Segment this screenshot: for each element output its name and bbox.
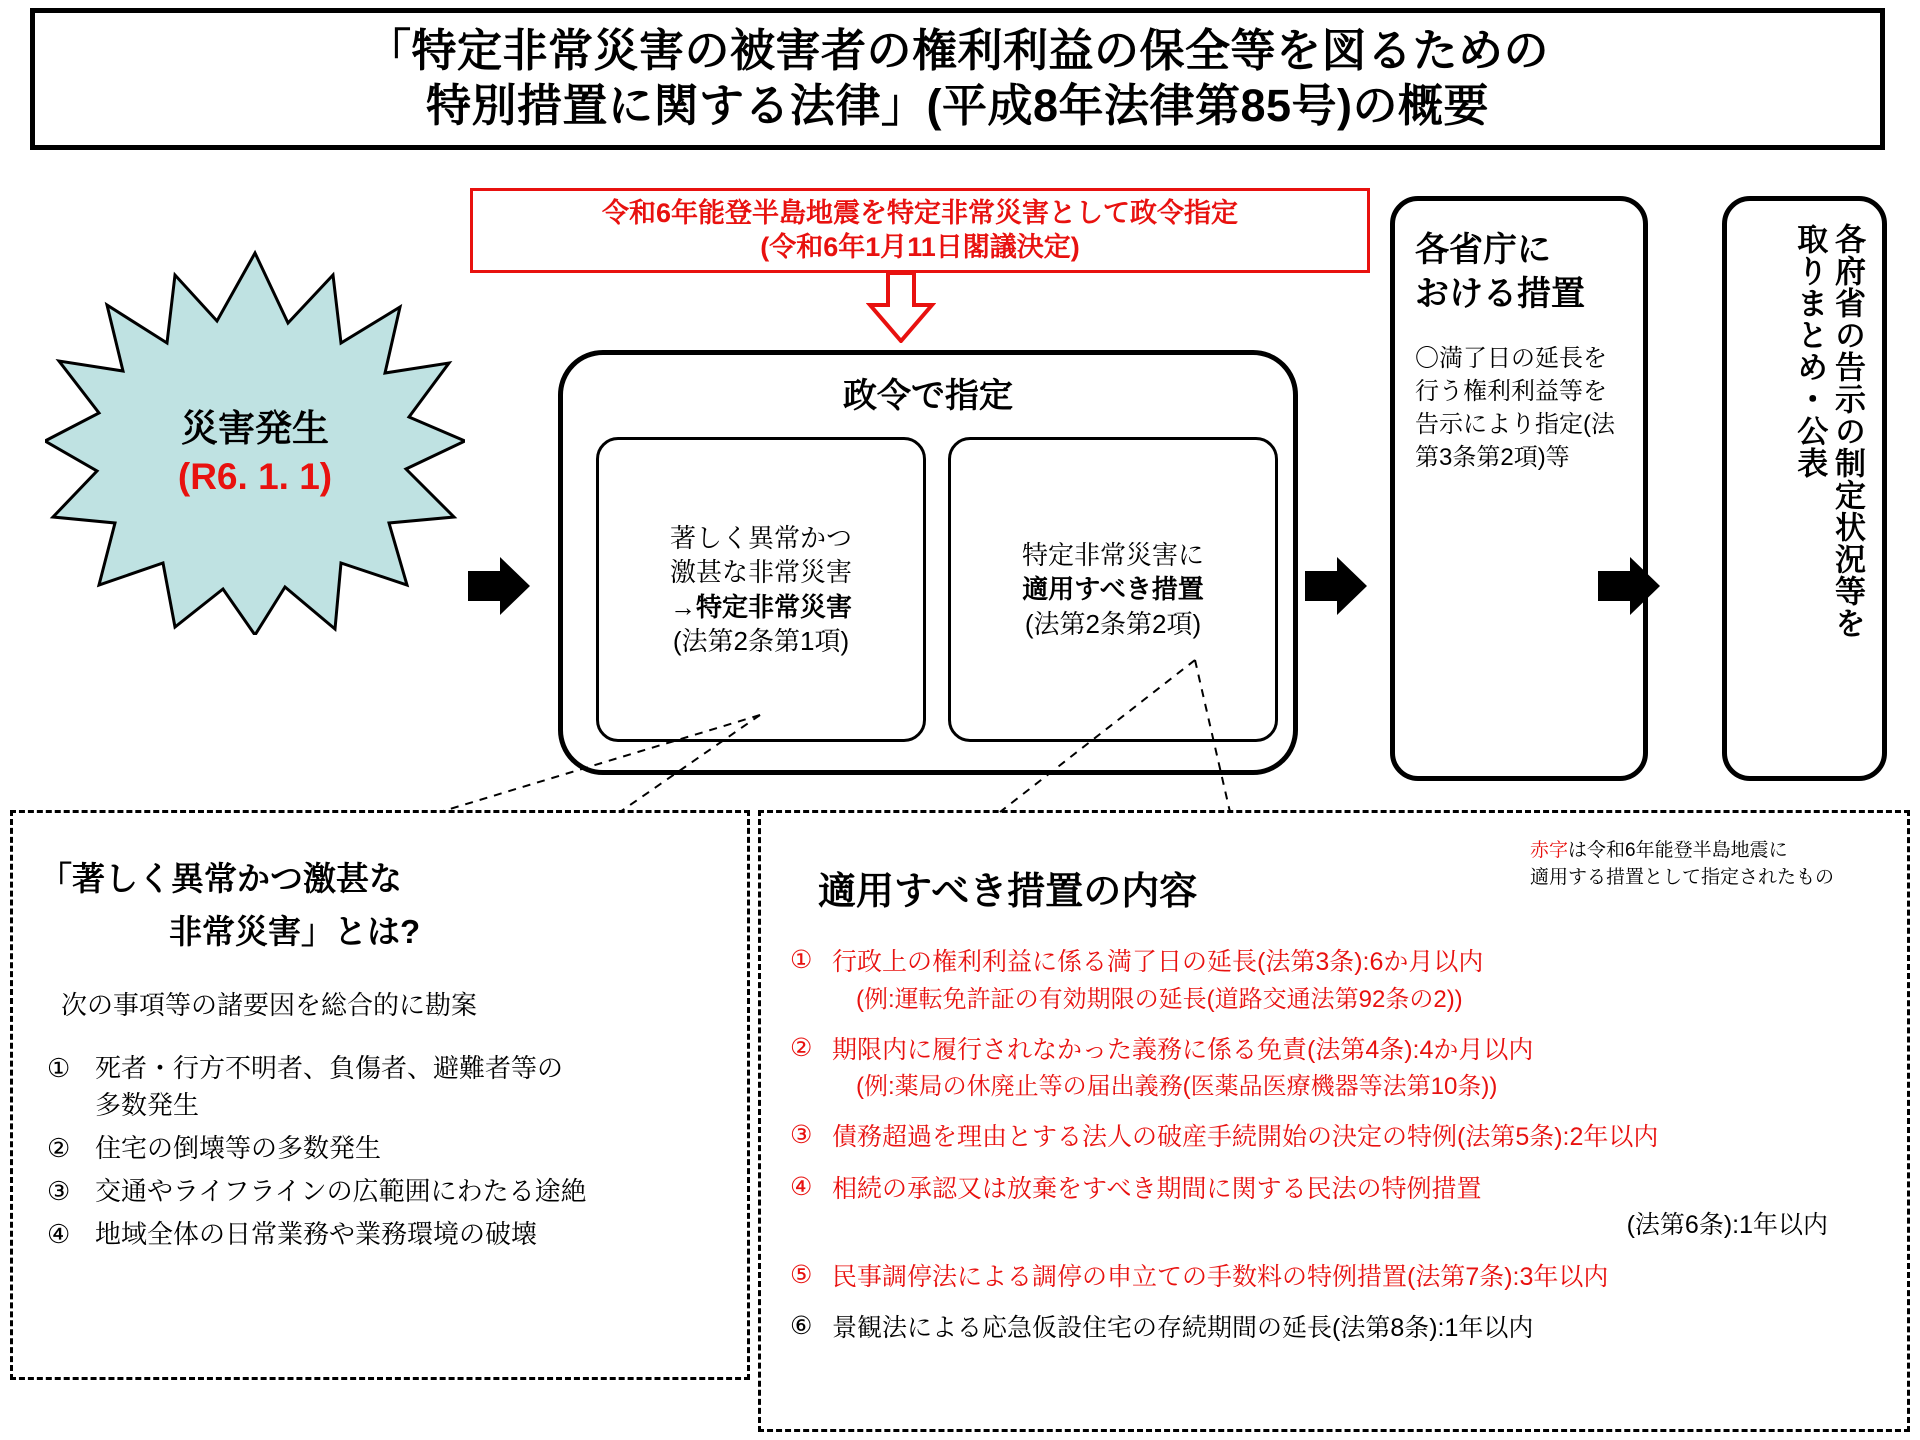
definition-item-1-line1: 住宅の倒壊等の多数発生 xyxy=(95,1132,382,1163)
definition-item-0-line2: 多数発生 xyxy=(95,1089,200,1120)
measure-4-num: ⑤ xyxy=(790,1260,813,1289)
measure-1-sub: (例:薬局の休廃止等の届出義務(医薬品医療機器等法第10条)) xyxy=(856,1073,1498,1101)
measure-1-num: ② xyxy=(790,1033,813,1062)
ministry-title-line2: おける措置 xyxy=(1415,274,1585,313)
cabinet-decision-line1: 令和6年能登半島地震を特定非常災害として政令指定 xyxy=(601,197,1238,228)
definition-panel xyxy=(10,810,750,1380)
ministry-title xyxy=(1415,229,1627,316)
red-down-arrow-icon xyxy=(866,273,936,343)
measures-note-red: 赤字 xyxy=(1530,840,1569,861)
page-title-line1: 「特定非常災害の被害者の権利利益の保全等を図るための xyxy=(365,25,1549,77)
measures-title: 適用すべき措置の内容 xyxy=(818,871,1198,913)
cabinet-decision-box xyxy=(470,188,1370,273)
measure-5-num: ⑥ xyxy=(790,1312,813,1341)
left-box-line1: 著しく異常かつ xyxy=(669,522,852,553)
definition-question-line1: 「著しく異常かつ激甚な xyxy=(39,860,402,897)
publication-col1: 各府省の告示の制定状況等を xyxy=(1830,223,1865,639)
list-item xyxy=(47,1173,721,1210)
definition-item-0-text xyxy=(95,1050,721,1124)
page-title xyxy=(30,8,1885,150)
definition-item-2-line1: 交通やライフラインの広範囲にわたる途絶 xyxy=(95,1175,587,1206)
definition-item-2-num: ③ xyxy=(47,1175,71,1206)
measure-3-num: ④ xyxy=(790,1172,813,1201)
list-item xyxy=(790,1260,1900,1295)
flow-arrow-1-icon xyxy=(468,555,530,617)
definition-factor-list xyxy=(47,1050,721,1253)
measure-3-main: 相続の承認又は放棄をすべき期間に関する民法の特例措置 xyxy=(832,1174,1482,1203)
right-box-line3: (法第2条第2項) xyxy=(1024,608,1202,639)
definition-item-0-num: ① xyxy=(47,1053,71,1083)
right-box-line1: 特定非常災害に xyxy=(1021,540,1204,571)
list-item xyxy=(47,1216,721,1253)
ministry-title-line1: 各省庁に xyxy=(1415,231,1551,269)
measures-note-rest: は令和6年能登半島地震に xyxy=(1568,840,1788,861)
measure-4-main: 民事調停法による調停の申立ての手数料の特例措置(法第7条):3年以内 xyxy=(832,1262,1609,1291)
measure-3-tail: (法第6条):1年以内 xyxy=(1626,1211,1828,1240)
publication-box xyxy=(1722,196,1887,781)
cabinet-decision-line2: (令和6年1月11日閣議決定) xyxy=(760,231,1080,262)
definition-item-3-num: ④ xyxy=(47,1218,71,1249)
disaster-starburst xyxy=(45,245,465,635)
list-item xyxy=(790,1172,1900,1243)
measure-2-main: 債務超過を理由とする法人の破産手続開始の決定の特例(法第5条):2年以内 xyxy=(832,1123,1659,1152)
measures-note xyxy=(1530,838,1900,891)
right-box-line2: 適用すべき措置 xyxy=(1022,574,1204,605)
definition-item-0-line1: 死者・行方不明者、負傷者、避難者等の xyxy=(95,1053,564,1083)
left-box-line4: (法第2条第1項) xyxy=(672,625,850,656)
definition-subtitle: 次の事項等の諸要因を総合的に勘案 xyxy=(61,990,478,1020)
measures-note-line1 xyxy=(1530,838,1900,865)
list-item xyxy=(47,1130,721,1167)
list-item xyxy=(790,1311,1900,1346)
list-item xyxy=(790,945,1900,1016)
cabinet-order-right-box xyxy=(948,437,1278,742)
measure-2-num: ③ xyxy=(790,1121,813,1150)
measure-0-num: ① xyxy=(790,946,813,974)
flow-arrow-2-icon xyxy=(1305,555,1367,617)
measures-note-line2: 適用する措置として指定されたもの xyxy=(1530,866,1835,888)
cabinet-order-left-box xyxy=(596,437,926,742)
ministry-measures-box xyxy=(1390,196,1648,781)
disaster-label: 災害発生 xyxy=(181,408,329,449)
page-title-line2: 特別措置に関する法律」(平成8年法律第85号)の概要 xyxy=(425,80,1490,131)
measure-1-main: 期限内に履行されなかった義務に係る免責(法第4条):4か月以内 xyxy=(832,1035,1534,1064)
measure-0-sub: (例:運転免許証の有効期限の延長(道路交通法第92条の2)) xyxy=(856,985,1463,1013)
disaster-label-group xyxy=(45,405,465,501)
ministry-body: 〇満了日の延長を行う権利利益等を告示により指定(法第3条第2項)等 xyxy=(1415,345,1615,472)
measures-list xyxy=(790,945,1900,1363)
list-item xyxy=(47,1050,721,1124)
measure-0-main: 行政上の権利利益に係る満了日の延長(法第3条):6か月以内 xyxy=(832,948,1484,976)
measure-5-main: 景観法による応急仮設住宅の存続期間の延長(法第8条):1年以内 xyxy=(832,1314,1534,1343)
left-box-line3: →特定非常災害 xyxy=(669,591,852,622)
definition-item-1-num: ② xyxy=(47,1132,71,1163)
cabinet-order-title: 政令で指定 xyxy=(843,377,1013,415)
left-box-line2: 激甚な非常災害 xyxy=(669,557,852,588)
disaster-date: (R6. 1. 1) xyxy=(177,456,333,498)
publication-col2: 取りまとめ・公表 xyxy=(1792,223,1828,479)
definition-item-3-line1: 地域全体の日常業務や業務環境の破壊 xyxy=(95,1218,538,1249)
list-item xyxy=(790,1033,1900,1104)
list-item xyxy=(790,1120,1900,1155)
definition-question-line2: 非常災害」とは? xyxy=(169,913,421,950)
